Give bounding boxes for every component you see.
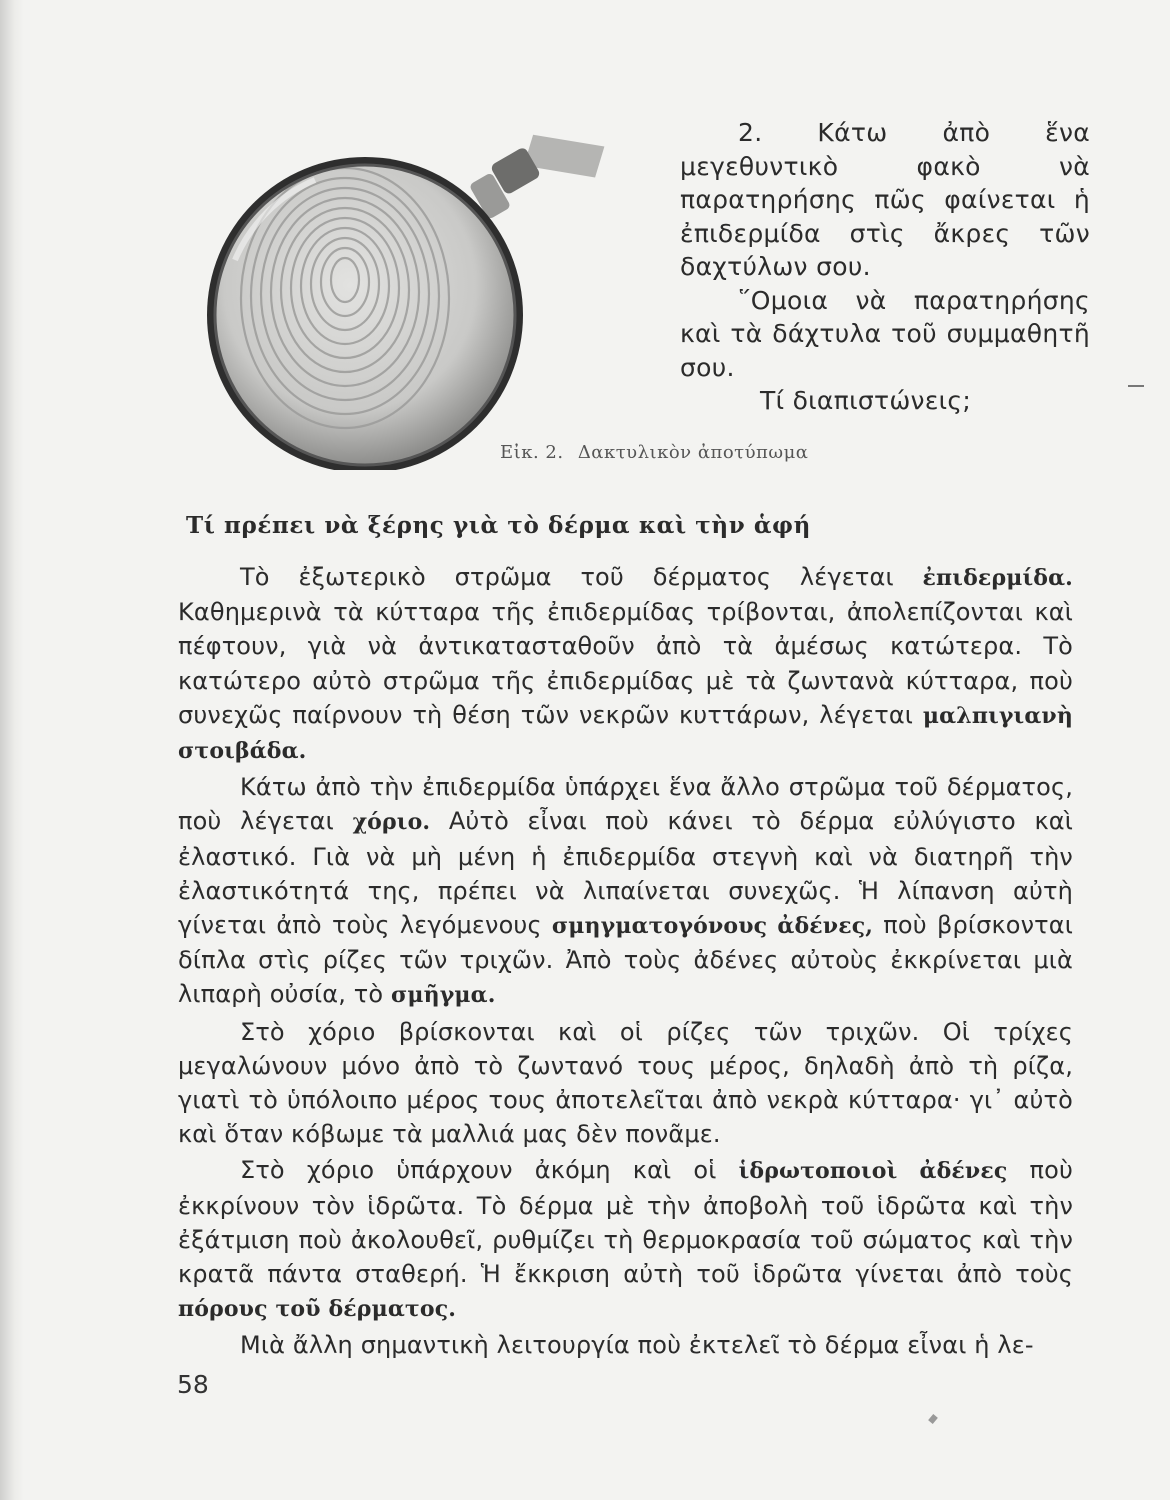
term-sebum: σμῆγμα.	[390, 982, 496, 1009]
scan-speck	[928, 1414, 938, 1424]
instruction-paragraph: ῞Ομοια νὰ παρατηρήσης καὶ τὰ δάχτυλα τοῦ συμμαθητῆ σου.	[680, 285, 1090, 382]
magnifier-icon	[195, 110, 625, 470]
instruction-question: Τί διαπιστώνεις;	[760, 386, 972, 415]
section-heading: Τί πρέπει νὰ ξέρης γιὰ τὸ δέρμα καὶ τὴν ἁφή	[186, 512, 811, 539]
text-run: ποὺ βρίσκονται δίπλα στὶς ρίζες τῶν τριχῶν. Ἀπὸ τοὺς ἀδένες αὐτοὺς ἐκκρίνεται μιὰ λιπαρὴ οὐσία, τὸ	[178, 911, 1073, 1009]
term-dermis: χόριο.	[352, 809, 431, 836]
text-run: Στὸ χόριο βρίσκονται καὶ οἱ ρίζες τῶν τριχῶν. Οἱ τρίχες μεγαλώνουν μόνο ἀπὸ τὸ ζωντανό τους μέρος, δηλαδὴ ἀπὸ τὴ ρίζα, γιατὶ τὸ ὑπόλοιπο μέρος τους ἀποτελεῖται ἀπὸ νεκρὰ κύτταρα· γι᾽ αὐτὸ καὶ ὅταν κόβωμε τὰ μαλλιά μας δὲν πονᾶμε.	[178, 1017, 1073, 1149]
page-number: 58	[177, 1370, 209, 1399]
magnifier-instruction	[680, 116, 1090, 418]
term-skin-pores: πόρους τοῦ δέρματος.	[178, 1296, 457, 1323]
term-malpighian-layer: μαλπιγιανὴ στοιβάδα.	[178, 702, 1073, 765]
text-run: ποὺ ἐκκρίνουν τὸν ἱδρῶτα. Τὸ δέρμα μὲ τὴν ἀποβολὴ τοῦ ἱδρῶτα καὶ τὴν ἐξάτμιση ποὺ ἀκολουθεῖ, ρυθμίζει τὴ θερμοκρασία τοῦ σώματος καὶ τὴν κρατᾶ πάντα σταθερή. Ἡ ἔκκριση αὐτὴ τοῦ ἱδρῶτα γίνεται ἀπὸ τοὺς	[178, 1156, 1073, 1289]
text-run: Αὐτὸ εἶναι ποὺ κάνει τὸ δέρμα εὐλύγιστο καὶ ἐλαστικό. Γιὰ νὰ μὴ μένη ἡ ἐπιδερμίδα στεγνὴ καὶ νὰ διατηρῆ τὴν ἐλαστικότητά της, πρέπει νὰ λιπαίνεται συνεχῶς. Ἡ λίπανση αὐτὴ γίνεται ἀπὸ τοὺς λεγόμενους	[178, 807, 1073, 940]
body-paragraph	[178, 1328, 1073, 1362]
body-text	[178, 560, 1073, 1365]
body-paragraph	[178, 770, 1073, 1012]
term-epidermis: ἐπιδερμίδα.	[922, 565, 1073, 591]
magnifier-fingerprint-figure	[195, 110, 625, 470]
term-sebaceous-glands: σμηγματογόνους ἀδένες,	[551, 913, 874, 940]
instruction-paragraph: 2. Κάτω ἀπὸ ἕνα μεγεθυντικὸ φακὸ νὰ παρατηρήσης πῶς φαίνεται ἡ ἐπιδερμίδα στὶς ἄκρες τῶν δαχτύλων σου.	[680, 118, 1090, 281]
margin-mark	[1128, 385, 1144, 387]
body-paragraph	[178, 560, 1073, 768]
text-run: Μιὰ ἄλλη σημαντικὴ λειτουργία ποὺ ἐκτελεῖ τὸ δέρμα εἶναι ἡ λε-	[240, 1331, 1034, 1360]
body-paragraph	[178, 1015, 1073, 1152]
figure-caption-label: Εἰκ. 2.	[500, 442, 564, 463]
text-run: Κάτω ἀπὸ τὴν ἐπιδερμίδα ὑπάρχει ἕνα ἄλλο στρῶμα τοῦ δέρματος, ποὺ λέγεται	[178, 773, 1073, 836]
text-run: Τὸ ἐξωτερικὸ στρῶμα τοῦ δέρματος λέγεται	[240, 563, 923, 591]
figure-caption	[500, 442, 920, 463]
text-run: Στὸ χόριο ὑπάρχουν ἀκόμη καὶ οἱ	[240, 1156, 739, 1185]
term-sweat-glands: ἱδρωτοποιοὶ ἀδένες	[738, 1158, 1008, 1185]
body-paragraph	[178, 1153, 1073, 1326]
page-binding-edge	[0, 0, 24, 1500]
figure-caption-text: Δακτυλικὸν ἀποτύπωμα	[577, 442, 809, 463]
text-run: Καθημερινὰ τὰ κύτταρα τῆς ἐπιδερμίδας τρίβονται, ἀπολεπίζονται καὶ πέφτουν, γιὰ νὰ ἀντικατασταθοῦν ἀπὸ τὰ ἀμέσως κατώτερα. Τὸ κατώτερο αὐτὸ στρῶμα τῆς ἐπιδερμίδας μὲ τὰ ζωντανὰ κύτταρα, ποὺ συνεχῶς παίρνουν τὴ θέση τῶν νεκρῶν κυττάρων, λέγεται	[178, 598, 1073, 729]
